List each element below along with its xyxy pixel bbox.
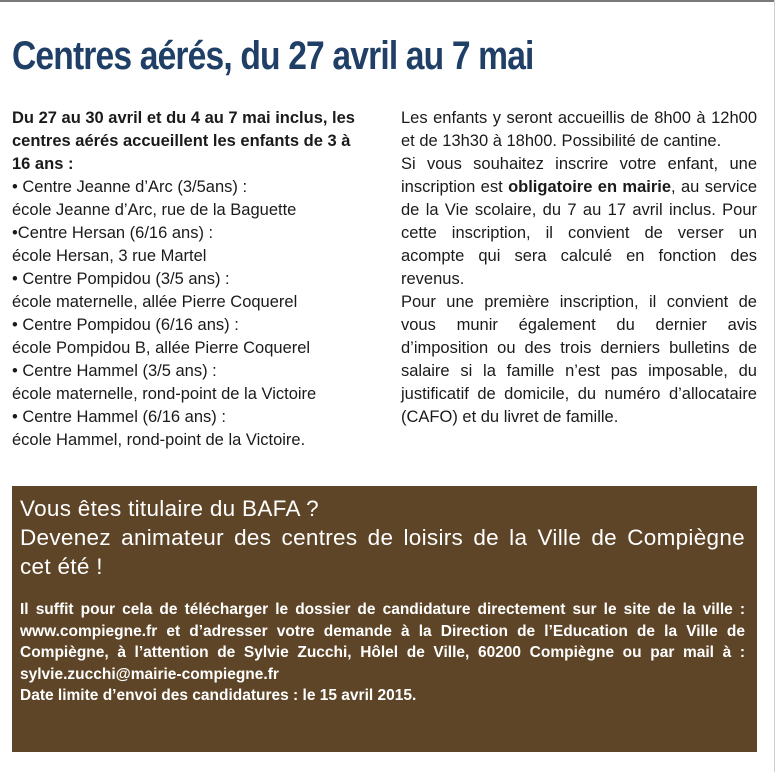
centre-line: • Centre Hammel (6/16 ans) : bbox=[12, 408, 226, 426]
centre-line: •Centre Hersan (6/16 ans) : bbox=[12, 224, 214, 242]
bafa-question: Vous êtes titulaire du BAFA ? bbox=[20, 496, 319, 521]
centre-line: école Jeanne d’Arc, rue de la Baguette bbox=[12, 201, 297, 219]
centre-line: école maternelle, rond-point de la Victoire bbox=[12, 385, 317, 403]
top-rule bbox=[0, 0, 775, 2]
centres-list bbox=[12, 176, 372, 452]
registration-text-start: Si vous souhaitez inscrire votre enfant, une inscription est bbox=[401, 155, 757, 196]
documents-paragraph: Pour une première inscription, il convient de vous munir également du dernier avis d’imposition ou des trois derniers bulletins de salaire si la famille n’est pas imposable, du justificatif de domicile, du numéro d’allocataire (CAFO) et du livret de famille. bbox=[401, 293, 757, 426]
centre-line: école Hammel, rond-point de la Victoire. bbox=[12, 431, 306, 449]
centre-line: école Hersan, 3 rue Martel bbox=[12, 247, 207, 265]
bafa-headline bbox=[20, 494, 745, 581]
registration-paragraph bbox=[401, 153, 757, 291]
intro-paragraph: Du 27 au 30 avril et du 4 au 7 mai inclus, les centres aérés accueillent les enfants de 3 à 16 ans : bbox=[12, 109, 355, 173]
bafa-deadline: Date limite d’envoi des candidatures : le 15 avril 2015. bbox=[20, 687, 417, 704]
centre-line: • Centre Pompidou (6/16 ans) : bbox=[12, 316, 239, 334]
hours-paragraph: Les enfants y seront accueillis de 8h00 à 12h00 et de 13h30 à 18h00. Possibilité de cantine. bbox=[401, 109, 757, 150]
right-column bbox=[401, 107, 757, 429]
centre-line: • Centre Hammel (3/5 ans) : bbox=[12, 362, 217, 380]
left-column bbox=[12, 107, 372, 452]
centre-line: école Pompidou B, allée Pierre Coquerel bbox=[12, 339, 311, 357]
registration-text-end: , au service de la Vie scolaire, du 7 au 17 avril inclus. Pour cette inscription, il convient de verser un acompte qui sera calculé en fonction des revenus. bbox=[401, 178, 757, 288]
bafa-recruitment-box bbox=[12, 486, 757, 752]
centre-line: • Centre Pompidou (3/5 ans) : bbox=[12, 270, 230, 288]
mandatory-emphasis: obligatoire en mairie bbox=[508, 178, 672, 196]
bafa-call-to-action: Devenez animateur des centres de loisirs de la Ville de Compiègne cet été ! bbox=[20, 525, 745, 579]
bafa-application-text: Il suffit pour cela de télécharger le dossier de candidature directement sur le site de la ville : www.compiegne.fr et d’adresser votre demande à la Direction de l’Education de la Ville de Compiègne, à l’attention de Sylvie Zucchi, Hôlel de Ville, 60200 Compiègne ou par mail à : sylvie.zucchi@mairie-compiegne.fr bbox=[20, 601, 745, 683]
bafa-instructions bbox=[20, 599, 745, 707]
centre-line: école maternelle, allée Pierre Coquerel bbox=[12, 293, 298, 311]
article-title: Centres aérés, du 27 avril au 7 mai bbox=[12, 34, 534, 78]
centre-line: • Centre Jeanne d’Arc (3/5ans) : bbox=[12, 178, 248, 196]
